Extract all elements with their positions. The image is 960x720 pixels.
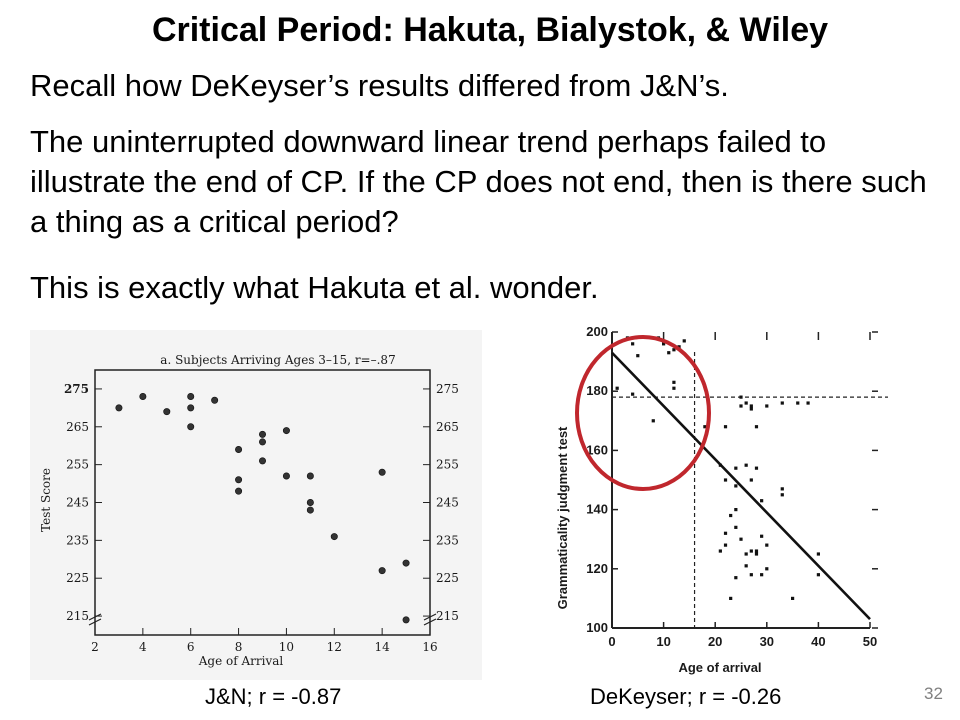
right-x-tick-label: 40: [811, 634, 826, 649]
right-x-tick-label: 30: [759, 634, 775, 649]
right-data-point: [667, 351, 670, 354]
right-data-point: [739, 538, 742, 541]
right-data-point: [806, 401, 809, 404]
right-data-point: [750, 549, 753, 552]
right-data-point: [739, 404, 742, 407]
right-data-point: [791, 597, 794, 600]
right-y-tick-label: 200: [586, 324, 608, 339]
right-x-tick-label: 0: [608, 634, 616, 649]
right-data-point: [734, 467, 737, 470]
right-data-point: [750, 404, 753, 407]
left-data-point: [140, 393, 146, 399]
jn-scatter-chart: [30, 330, 482, 680]
highlight-circle: [577, 337, 709, 489]
left-x-tick-label: 6: [186, 640, 195, 654]
right-data-point: [636, 354, 639, 357]
left-y-tick-label: 265: [66, 419, 89, 434]
left-data-point: [188, 393, 194, 399]
left-y-tick-label: 255: [66, 457, 89, 472]
left-x-tick-label: 4: [139, 640, 147, 654]
left-data-point: [259, 439, 265, 445]
left-y-tick-label-right: 255: [436, 457, 459, 472]
right-data-point: [745, 552, 748, 555]
right-data-point: [755, 552, 758, 555]
left-data-point: [307, 507, 313, 513]
bullet-dekeyser-recall: Recall how DeKeyser’s results differed from J&N’s.: [30, 68, 729, 103]
right-regression-line: [612, 353, 870, 619]
right-data-point: [765, 404, 768, 407]
right-data-point: [734, 508, 737, 511]
dekeyser-scatter-chart: [540, 318, 900, 682]
right-data-point: [652, 419, 655, 422]
right-data-point: [672, 381, 675, 384]
right-data-point: [734, 484, 737, 487]
left-chart-title: a. Subjects Arriving Ages 3–15, r=–.87: [160, 353, 396, 367]
bullet-linear-trend: The uninterrupted downward linear trend perhaps failed to illustrate the end of CP. If the CP does not end, then is there such a thing as a critical period?: [30, 124, 927, 239]
right-y-tick-label: 160: [586, 442, 608, 458]
left-y-axis-label: Test Score: [39, 468, 53, 532]
right-data-point: [755, 467, 758, 470]
right-data-point: [760, 535, 763, 538]
left-data-point: [259, 458, 265, 464]
left-y-tick-label-right: 225: [436, 571, 459, 586]
left-x-tick-label: 16: [422, 640, 438, 654]
left-data-point: [283, 473, 289, 479]
right-y-axis-label: Grammaticality judgment test: [555, 426, 570, 610]
right-data-point: [760, 499, 763, 502]
right-x-tick-label: 20: [707, 634, 723, 649]
left-data-point: [164, 408, 170, 414]
left-y-tick-label-right: 215: [436, 609, 459, 624]
right-data-point: [765, 544, 768, 547]
right-data-point: [631, 342, 634, 345]
left-y-tick-label: 245: [66, 495, 89, 510]
left-data-point: [403, 560, 409, 566]
left-x-axis-label: Age of Arrival: [198, 654, 284, 668]
right-data-point: [817, 573, 820, 576]
left-data-point: [331, 533, 337, 539]
right-data-point: [739, 396, 742, 399]
right-data-point: [781, 493, 784, 496]
left-data-point: [116, 405, 122, 411]
left-data-point: [379, 567, 385, 573]
page-number: 32: [924, 684, 943, 703]
right-data-point: [745, 401, 748, 404]
left-x-tick-label: 12: [326, 640, 342, 654]
right-data-point: [817, 552, 820, 555]
left-y-tick-label-right: 245: [436, 495, 459, 510]
right-data-point: [719, 549, 722, 552]
left-data-point: [211, 397, 217, 403]
right-y-tick-label: 120: [586, 560, 608, 576]
right-data-point: [729, 597, 732, 600]
left-data-point: [259, 431, 265, 437]
right-data-point: [734, 576, 737, 579]
right-x-tick-label: 10: [656, 634, 671, 649]
right-data-point: [724, 544, 727, 547]
right-data-point: [683, 339, 686, 342]
left-x-tick-label: 10: [278, 640, 295, 654]
right-data-point: [745, 464, 748, 467]
left-y-tick-label-right: 265: [436, 419, 459, 434]
right-data-point: [760, 573, 763, 576]
caption-dekeyser: DeKeyser; r = -0.26: [590, 684, 782, 709]
left-x-tick-label: 8: [234, 640, 243, 654]
left-x-tick-label: 14: [374, 640, 390, 654]
left-data-point: [235, 488, 241, 494]
right-data-point: [719, 464, 722, 467]
left-data-point: [403, 617, 409, 623]
right-y-tick-label: 140: [586, 501, 608, 517]
left-data-point: [188, 405, 194, 411]
left-data-point: [235, 446, 241, 452]
right-data-point: [750, 407, 753, 410]
left-x-tick-label: 2: [91, 640, 99, 654]
right-data-point: [734, 526, 737, 529]
right-data-points: [616, 336, 820, 600]
right-data-point: [729, 514, 732, 517]
right-data-point: [755, 549, 758, 552]
right-data-point: [755, 425, 758, 428]
right-data-point: [724, 425, 727, 428]
left-y-tick-label-right: 275: [436, 381, 459, 396]
right-data-point: [724, 532, 727, 535]
right-data-point: [765, 567, 768, 570]
left-y-tick-label: 235: [66, 533, 89, 548]
bullet-hakuta-wonder: This is exactly what Hakuta et al. wonder.: [30, 270, 599, 305]
slide-title: Critical Period: Hakuta, Bialystok, & Wiley: [151, 11, 829, 49]
right-y-tick-label: 180: [586, 383, 608, 399]
left-data-point: [235, 477, 241, 483]
right-x-tick-labels: [608, 634, 877, 649]
left-y-tick-label-right: 235: [436, 533, 459, 548]
chart-background: [30, 330, 482, 680]
right-data-point: [781, 401, 784, 404]
left-data-point: [307, 499, 313, 505]
right-data-point: [750, 573, 753, 576]
left-data-point: [283, 427, 289, 433]
right-x-tick-label: 50: [862, 634, 878, 649]
right-x-axis-label: Age of arrival: [678, 660, 762, 675]
right-data-point: [750, 478, 753, 481]
right-data-point: [724, 478, 727, 481]
left-data-point: [307, 473, 313, 479]
right-data-point: [796, 401, 799, 404]
left-data-point: [379, 469, 385, 475]
left-y-tick-label: 275: [63, 381, 89, 396]
right-data-point: [631, 393, 634, 396]
left-data-point: [188, 424, 194, 430]
left-y-tick-label: 225: [66, 571, 89, 586]
caption-jn: J&N; r = -0.87: [205, 684, 342, 709]
right-data-point: [745, 564, 748, 567]
right-y-tick-label: 100: [586, 620, 608, 635]
right-data-point: [616, 387, 619, 390]
right-data-point: [781, 487, 784, 490]
right-data-point: [672, 387, 675, 390]
left-y-tick-label: 215: [66, 609, 89, 624]
